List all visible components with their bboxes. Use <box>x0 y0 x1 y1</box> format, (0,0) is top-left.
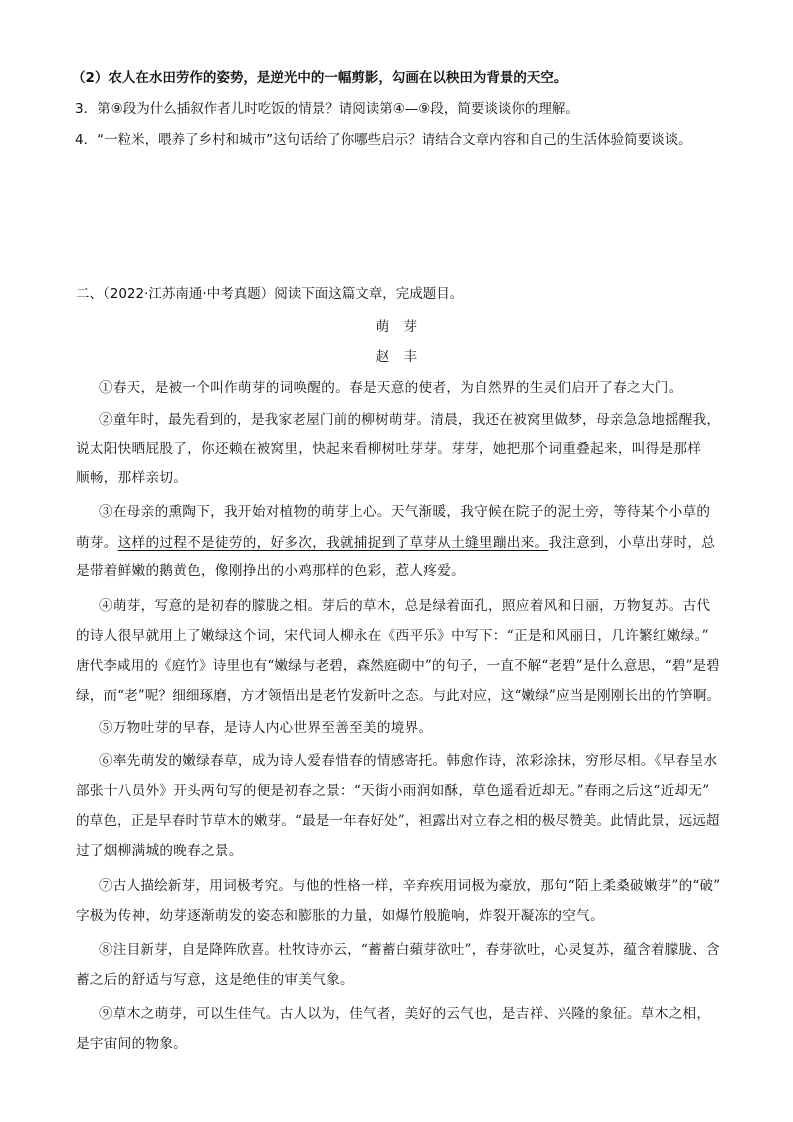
article-author: 赵 丰 <box>375 349 418 365</box>
paragraph-8-line-1: ⑧注目新芽，自是降阵欣喜。杜牧诗亦云，“蓄蓄白蘋芽欲吐”，春芽欲吐，心灵复苏，蕴含着朦胧、含 <box>99 942 720 958</box>
section-2-intro: 二、（2022·江苏南通·中考真题）阅读下面这篇文章，完成题目。 <box>76 286 464 302</box>
paragraph-6-line-2: 部张十八员外》开头两句写的便是初春之景：“天街小雨润如酥，草色遥看近却无。”春雨之后这“近却无” <box>76 783 710 799</box>
paragraph-4-line-3: 唐代李咸用的《庭竹》诗里也有“嫩绿与老碧，森然庭砌中”的句子，一直不解“老碧”是什么意思，“碧”是碧 <box>76 658 720 674</box>
article-title: 萌 芽 <box>375 319 418 335</box>
paragraph-6-line-4: 过了烟柳满城的晚春之景。 <box>76 843 243 859</box>
paragraph-4-line-2: 的诗人很早就用上了嫩绿这个词，宋代词人柳永在《西平乐》中写下：“正是和风丽日，几许繁红嫩绿。” <box>76 628 709 644</box>
paragraph-6-line-1: ⑥率先萌发的嫩绿春草，成为诗人爱春惜春的情感寄托。韩愈作诗，浓彩涂抹，穷形尽相。《早春呈水 <box>99 753 718 769</box>
question-4: 4．“一粒米，喂养了乡村和城市”这句话给了你哪些启示？请结合文章内容和自己的生活体验简要谈谈。 <box>75 132 692 148</box>
paragraph-3-line-1: ③在母亲的熏陶下，我开始对植物的萌芽上心。天气渐暖，我守候在院子的泥土旁，等待某个小草的 <box>99 504 711 520</box>
paragraph-6-line-3: 的草色，正是早春时节草木的嫩芽。“最是一年春好处”，袒露出对立春之相的极尽赞美。此情此景，远远超 <box>76 813 720 829</box>
question-3: 3．第⑨段为什么插叙作者儿时吃饭的情景？请阅读第④—⑨段，简要谈谈你的理解。 <box>75 101 579 117</box>
paragraph-8-line-2: 蓄之后的舒适与写意，这是绝佳的审美气象。 <box>76 972 354 988</box>
paragraph-2-line-3: 顺畅，那样亲切。 <box>76 470 188 486</box>
underlined-sentence: 这样的过程不是徒劳的，好多次，我就捕捉到了草芽从土缝里蹦出来。 <box>117 535 549 551</box>
question-2-part-2: （2）农人在水田劳作的姿势，是逆光中的一幅剪影，勾画在以秧田为背景的天空。 <box>72 70 568 86</box>
paragraph-1-line-1: ①春天，是被一个叫作萌芽的词唤醒的。春是天意的使者，为自然界的生灵们启开了春之大门。 <box>99 380 683 396</box>
paragraph-3-line-2 <box>76 533 715 553</box>
paragraph-5-line-1: ⑤万物吐芽的早春，是诗人内心世界至善至美的境界。 <box>99 720 433 736</box>
paragraph-9-line-2: 是宇宙间的物象。 <box>76 1036 188 1052</box>
paragraph-7-line-2: 字极为传神，幼芽逐渐萌发的姿态和膨胀的力量，如爆竹般脆响，炸裂开凝冻的空气。 <box>76 908 604 924</box>
paragraph-3-line-3: 是带着鲜嫩的鹅黄色，像刚挣出的小鸡那样的色彩，惹人疼爱。 <box>76 563 466 579</box>
paragraph-3-text-continued: 我注意到，小草出芽时，总 <box>548 535 716 551</box>
paragraph-4-line-1: ④萌芽，写意的是初春的朦胧之相。芽后的草木，总是绿着面孔，照应着风和日丽，万物复苏。古代 <box>99 598 711 614</box>
paragraph-7-line-1: ⑦古人描绘新芽，用词极考究。与他的性格一样，辛弃疾用词极为豪放，那句“陌上柔桑破嫩芽”的“破” <box>99 878 721 894</box>
paragraph-2-line-2: 说太阳快晒屁股了，你还赖在被窝里，快起来看柳树吐芽芽。芽芽，她把那个词重叠起来，叫得是那样 <box>76 441 702 457</box>
paragraph-3-text: 萌芽。 <box>76 535 118 551</box>
paragraph-9-line-1: ⑨草木之萌芽，可以生佳气。古人以为，佳气者，美好的云气也，是吉祥、兴隆的象征。草木之相， <box>99 1006 711 1022</box>
paragraph-4-line-4: 绿，而“老”呢？细细琢磨，方才领悟出是老竹发新叶之态。与此对应，这“嫩绿”应当是刚刚长出的竹笋啊。 <box>76 688 721 704</box>
paragraph-2-line-1: ②童年时，最先看到的，是我家老屋门前的柳树萌芽。清晨，我还在被窝里做梦，母亲急急地摇醒我， <box>99 412 721 428</box>
